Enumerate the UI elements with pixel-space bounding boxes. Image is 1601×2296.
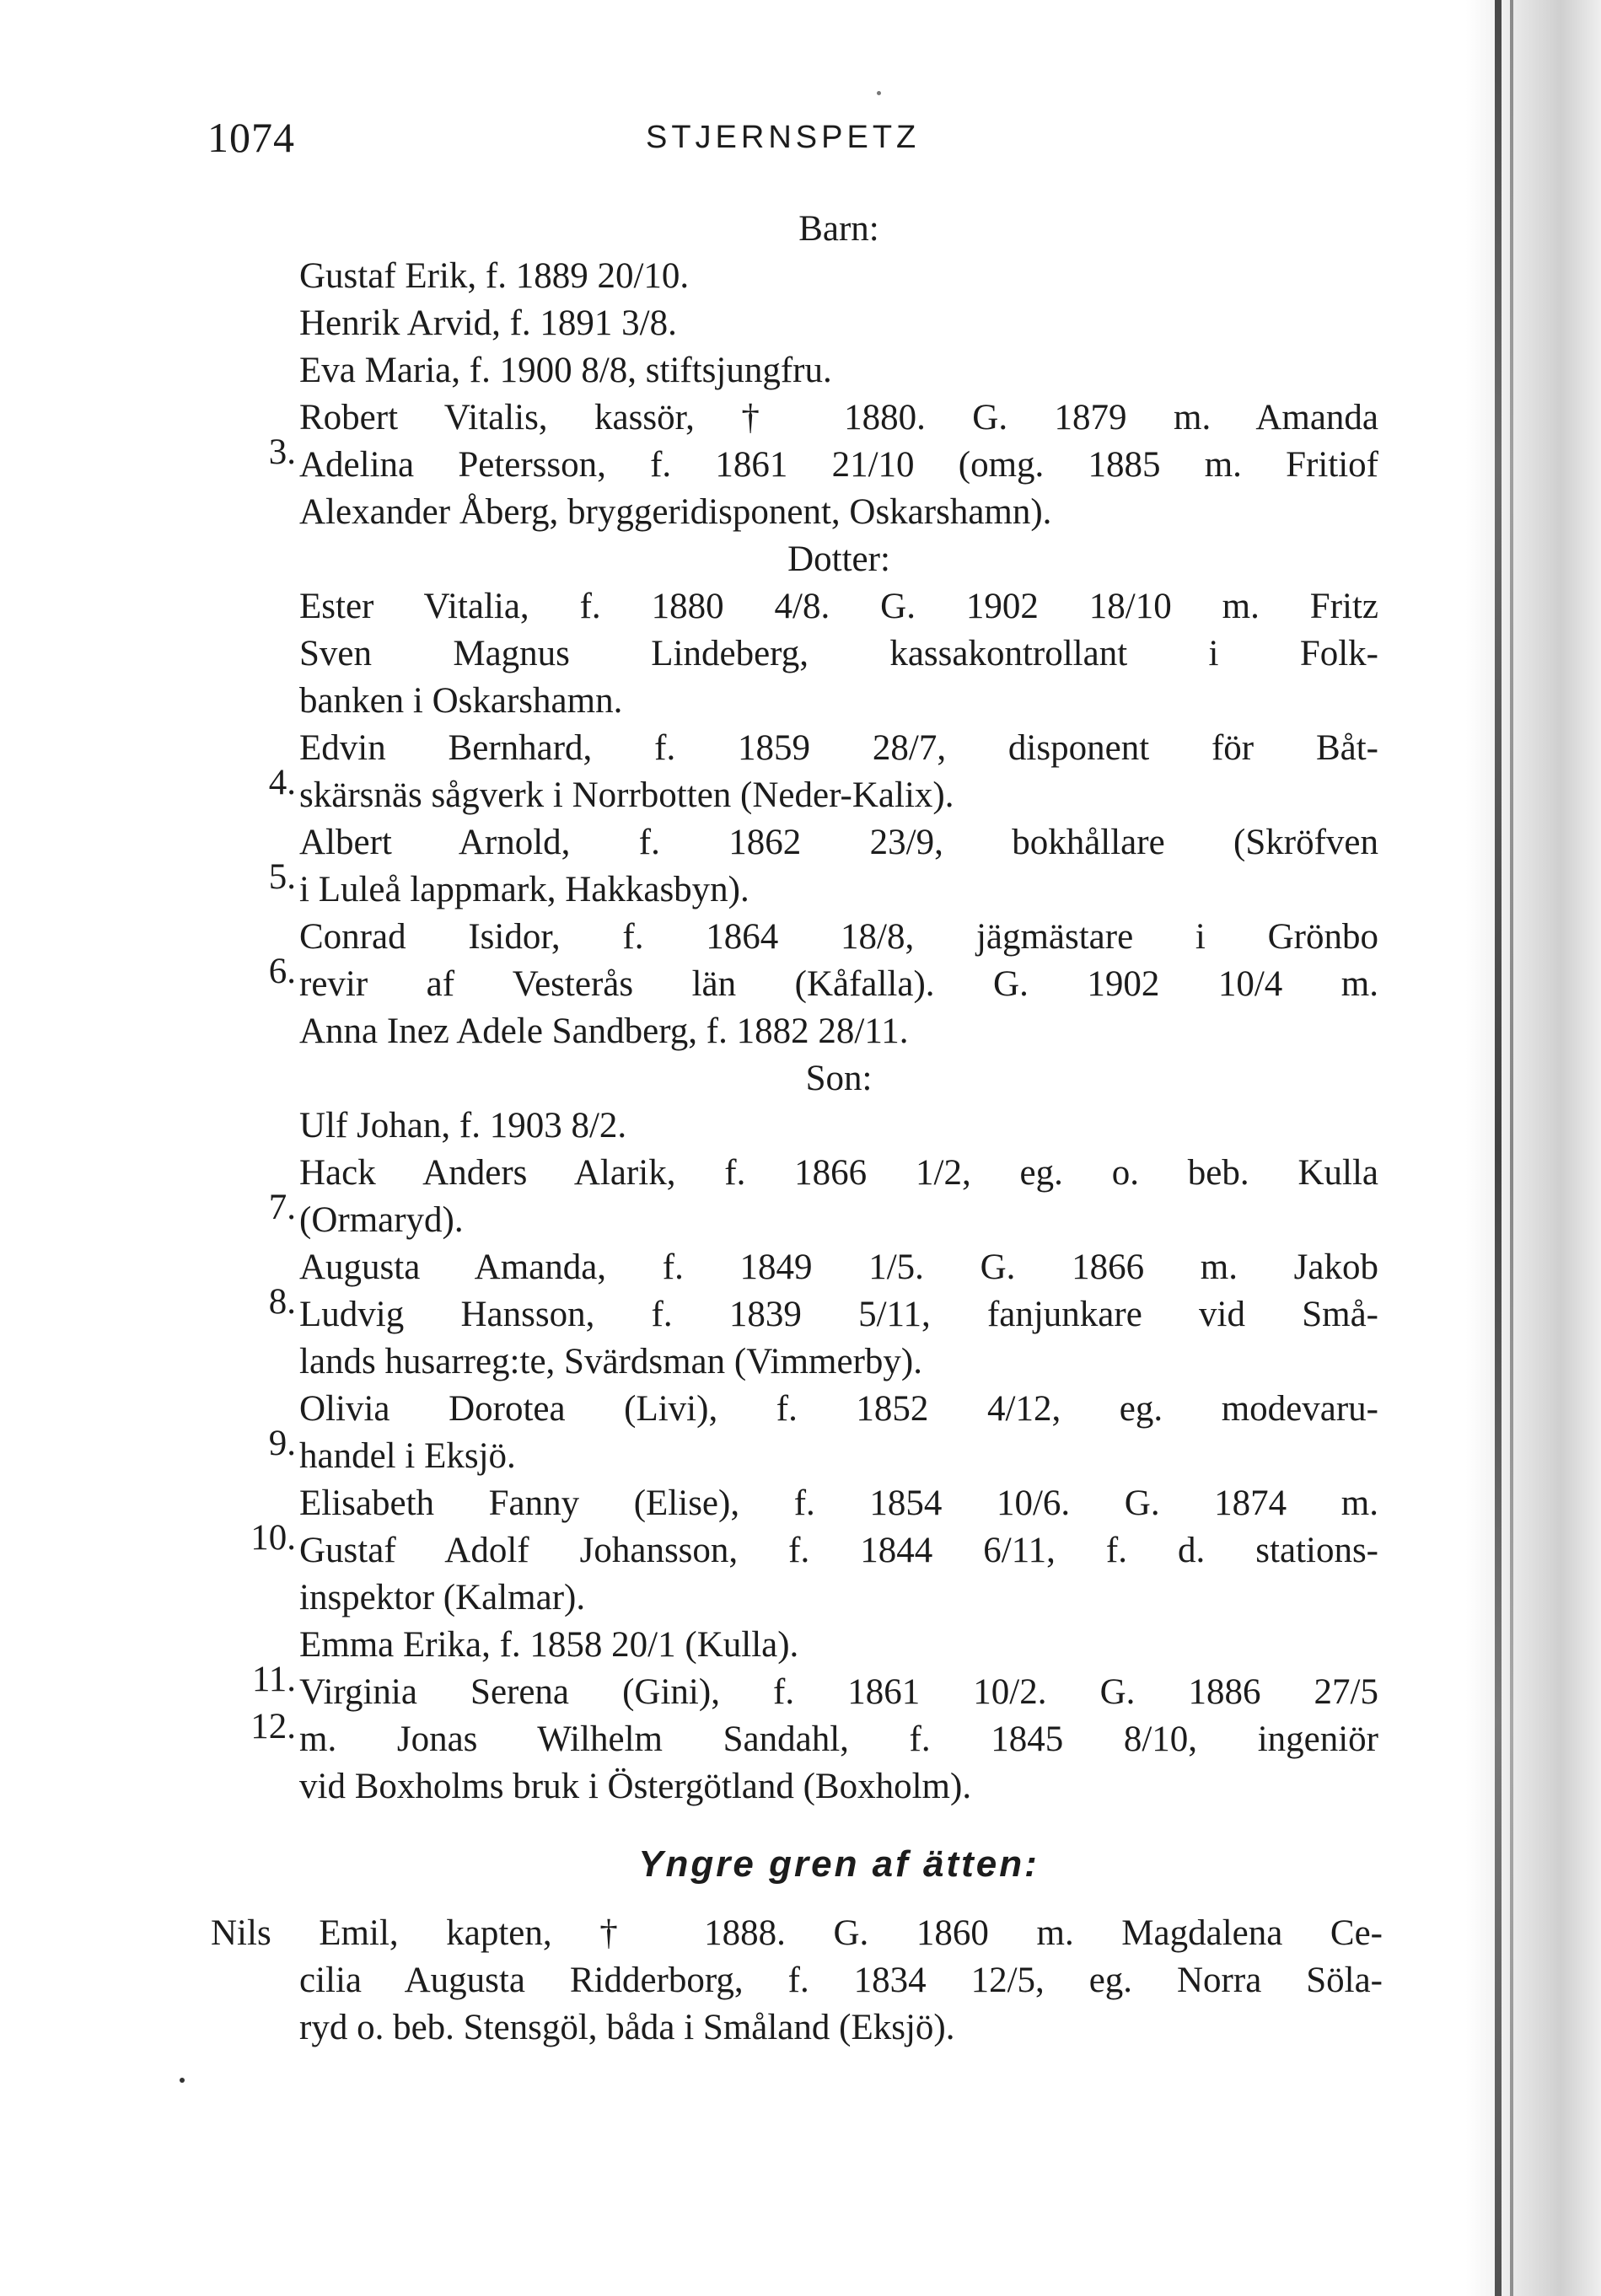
section-heading: Yngre gren af ätten: [638,1843,1040,1885]
binding-shadow [1495,0,1502,2296]
entry-number: 12. [250,1707,296,1746]
section-label-dotter: Dotter: [787,539,890,579]
entry-10-line-3: inspektor (Kalmar). [299,1578,586,1617]
running-head: STJERNSPETZ [646,120,921,155]
younger-branch-line-2: cilia Augusta Ridderborg, f. 1834 12/5, eg. Norra Söla- [299,1961,1383,2000]
entry-number: 4. [268,763,296,802]
entry-4-line-1: 4. Edvin Bernhard, f. 1859 28/7, disponent för Båt- [299,725,1378,772]
entry-number: 8. [268,1282,296,1322]
entry-3-line-3: Alexander Åberg, bryggeridisponent, Oskarshamn). [299,492,1052,532]
entry-6-line-3: Anna Inez Adele Sandberg, f. 1882 28/11. [299,1011,909,1051]
section-label-son: Son: [805,1059,873,1098]
entry-number: 7. [268,1188,296,1227]
body-text [211,206,1383,2052]
daughter-entry-line-2: Sven Magnus Lindeberg, kassakontrollant i Folk- [299,634,1378,673]
page-number: 1074 [207,114,295,161]
entry-12-line-2: m. Jonas Wilhelm Sandahl, f. 1845 8/10, ingeniör [299,1719,1378,1759]
entry-8-line-3: lands husarreg:te, Svärdsman (Vimmerby). [299,1342,922,1381]
entry-12-line-1: 12. Virginia Serena (Gini), f. 1861 10/2. G. 1886 27/5 [299,1669,1378,1716]
entry-3-line-1: 3. Robert Vitalis, kassör, † 1880. G. 1879 m. Amanda [299,394,1378,442]
binding-shadow-thin [1510,0,1513,2296]
entry-10-line-1: 10. Elisabeth Fanny (Elise), f. 1854 10/6. G. 1874 m. [299,1480,1378,1527]
son-entry: Ulf Johan, f. 1903 8/2. [299,1106,627,1145]
section-label-barn: Barn: [798,209,879,249]
entry-number: 9. [268,1424,296,1463]
entry-8-line-2: Ludvig Hansson, f. 1839 5/11, fanjunkare vid Små- [299,1295,1378,1334]
entry-7-line-1: 7. Hack Anders Alarik, f. 1866 1/2, eg. o. beb. Kulla [299,1150,1378,1197]
entry-number: 10. [250,1518,296,1558]
younger-branch-line-3: ryd o. beb. Stensgöl, båda i Småland (Eksjö). [299,2008,955,2047]
daughter-entry-line-3: banken i Oskarshamn. [299,681,623,721]
entry-number: 3. [268,432,296,472]
child-entry: Henrik Arvid, f. 1891 3/8. [299,303,677,343]
entry-5-line-1: 5. Albert Arnold, f. 1862 23/9, bokhållare (Skröfven [299,819,1378,866]
entry-3-line-2: Adelina Petersson, f. 1861 21/10 (omg. 1885 m. Fritiof [299,445,1378,485]
entry-10-line-2: Gustaf Adolf Johansson, f. 1844 6/11, f. d. stations- [299,1531,1378,1570]
entry-6-line-2: revir af Vesterås län (Kåfalla). G. 1902 10/4 m. [299,964,1378,1004]
entry-11-line-1: 11. Emma Erika, f. 1858 20/1 (Kulla). [299,1622,1378,1669]
entry-6-line-1: 6. Conrad Isidor, f. 1864 18/8, jägmästare i Grönbo [299,914,1378,961]
entry-8-line-1: 8. Augusta Amanda, f. 1849 1/5. G. 1866 m. Jakob [299,1244,1378,1291]
page-header [207,108,1379,167]
entry-number: 11. [251,1660,296,1699]
entry-4-line-2: skärsnäs sågverk i Norrbotten (Neder-Kalix). [299,775,954,815]
scan-speck [180,2078,185,2083]
child-entry: Eva Maria, f. 1900 8/8, stiftsjungfru. [299,351,832,390]
scan-speck [877,91,881,95]
entry-12-line-3: vid Boxholms bruk i Östergötland (Boxholm). [299,1767,972,1806]
daughter-entry-line-1: Ester Vitalia, f. 1880 4/8. G. 1902 18/10 m. Fritz [299,587,1378,626]
entry-number: 6. [268,952,296,991]
scanned-page-edge [1466,0,1601,2296]
entry-9-line-1: 9. Olivia Dorotea (Livi), f. 1852 4/12, eg. modevaru- [299,1386,1378,1433]
entry-7-line-2: (Ormaryd). [299,1200,464,1240]
younger-branch-line-1: Nils Emil, kapten, † 1888. G. 1860 m. Magdalena Ce- [211,1913,1383,1953]
entry-number: 5. [268,857,296,897]
child-entry: Gustaf Erik, f. 1889 20/10. [299,256,690,296]
younger-branch-paragraph [211,1910,1383,2052]
entry-9-line-2: handel i Eksjö. [299,1436,516,1476]
entry-5-line-2: i Luleå lappmark, Hakkasbyn). [299,870,749,909]
